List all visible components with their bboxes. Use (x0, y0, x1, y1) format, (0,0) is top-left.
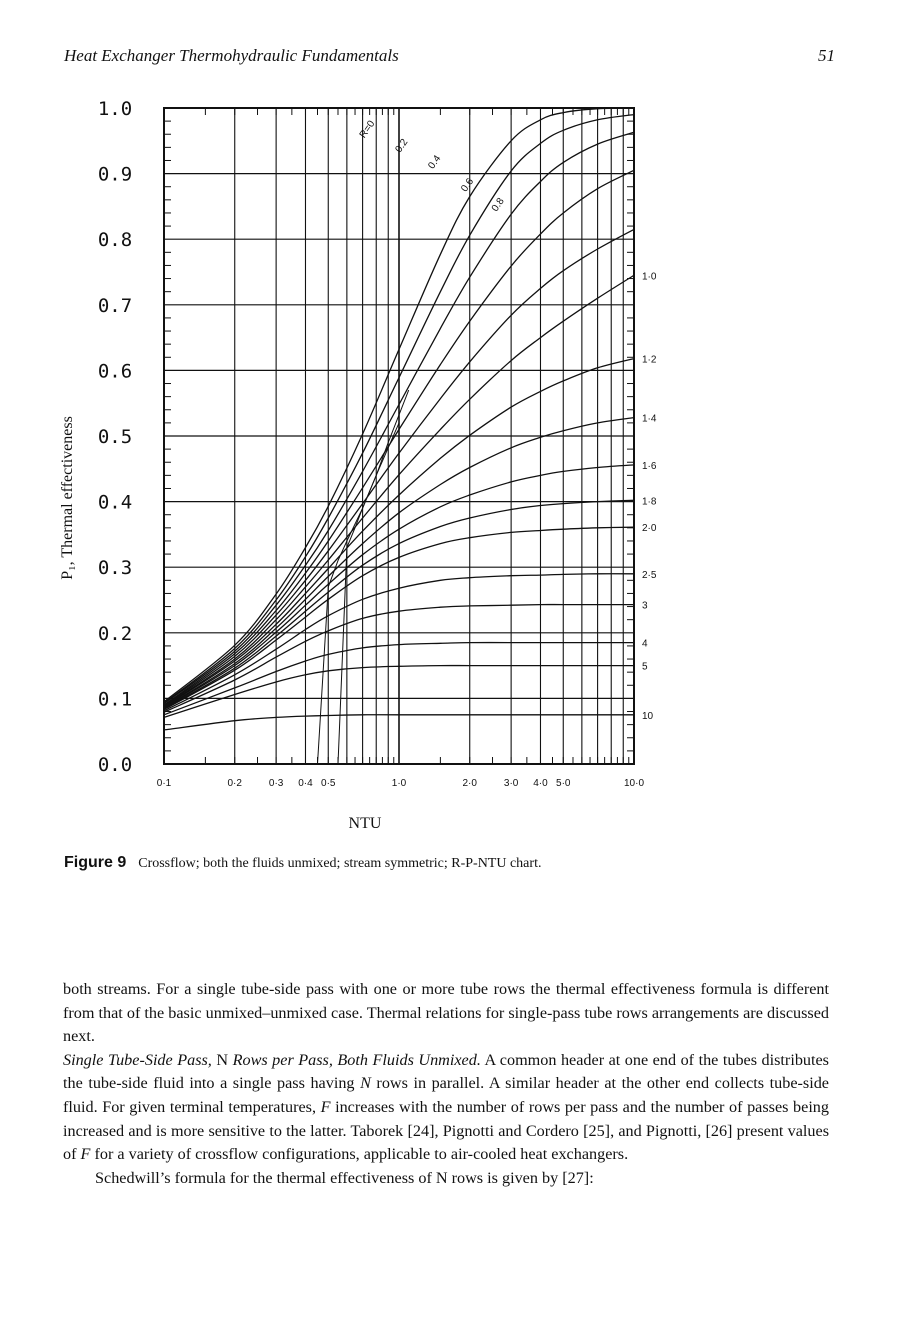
series-label: R=0 (357, 118, 378, 141)
series-label: 2·0 (642, 523, 657, 535)
series-label: 1·8 (642, 496, 657, 508)
series-label: 0.4 (426, 153, 444, 172)
x-tick-label: 1·0 (391, 778, 407, 789)
paragraph-1 (63, 978, 829, 1049)
series-label: 10 (642, 710, 654, 722)
paragraph-3 (63, 1167, 829, 1191)
y-tick-label: 0.6 (97, 360, 133, 383)
figure-label: Figure 9 (64, 854, 127, 871)
series-label: 1·4 (642, 413, 657, 425)
y-tick-label: 0.4 (97, 491, 133, 514)
y-tick-label: 0.7 (97, 294, 133, 317)
symbol-f: F (320, 1097, 331, 1116)
y-tick-label: 0.3 (97, 557, 133, 580)
series-label: 1·2 (642, 354, 657, 366)
paragraph-3-text: Schedwill’s formula for the thermal effectiveness of N rows is given by [27]: (95, 1168, 594, 1187)
y-tick-label: 1.0 (97, 98, 133, 120)
running-head-title: Heat Exchanger Thermohydraulic Fundamentals (64, 46, 399, 65)
symbol-f: F (80, 1145, 91, 1164)
x-tick-label: 3·0 (503, 778, 519, 789)
figure-caption (64, 853, 847, 874)
paragraph-2-text-2: rows in parallel. A similar header at the other end collects tube-side fluid. For given terminal temperatures, (63, 1074, 829, 1116)
page-number: 51 (818, 46, 835, 65)
x-tick-label: 0·4 (298, 778, 313, 789)
x-axis-title: NTU (348, 815, 382, 832)
paragraph-2-text-3: increases with the number of rows per pass and the number of passes being increased and is more sensitive to the latter. Taborek [24], Pignotti and Cordero [25], and Pignotti, [26] present values of (63, 1097, 829, 1164)
series-label: 2·5 (642, 569, 657, 581)
y-tick-label: 0.0 (97, 754, 133, 776)
ntu-line (318, 423, 400, 764)
series-label: 3 (642, 600, 648, 612)
x-tick-label: 4·0 (533, 778, 548, 789)
x-tick-label: 0·3 (268, 778, 284, 789)
series-label: 1·0 (642, 271, 657, 283)
x-tick-label: 5·0 (556, 778, 571, 789)
series-label: 1·6 (642, 460, 657, 472)
run-in-n: N (216, 1050, 229, 1069)
x-tick-label: 0·5 (321, 778, 336, 789)
x-tick-label: 2·0 (462, 778, 477, 789)
paragraph-2 (63, 1049, 829, 1167)
body-text (63, 978, 829, 1190)
y-tick-label: 0.1 (97, 688, 133, 711)
y-axis-title: P₁, Thermal effectiveness (59, 416, 76, 580)
paragraph-2-text-1: A common header at one end of the tubes distributes the tube-side fluid into a single pass having (63, 1050, 829, 1093)
paragraph-1-text: both streams. For a single tube-side pass with one or more tube rows the thermal effectiveness formula is different from that of the basic unmixed–unmixed case. Thermal relations for single-pass tube rows arrangements are discussed next. (63, 980, 829, 1046)
x-tick-label: 10·0 (623, 778, 645, 789)
x-tick-label: 0·1 (156, 778, 172, 789)
y-tick-label: 0.9 (97, 163, 133, 186)
y-tick-label: 0.5 (97, 426, 133, 448)
run-in-heading (63, 1051, 481, 1069)
series-label: 5 (642, 661, 648, 673)
series-label: 0.2 (393, 137, 411, 155)
paragraph-2-text-4: for a variety of crossflow configurations, applicable to air-cooled heat exchangers. (90, 1145, 629, 1164)
series-label: 0.6 (459, 176, 477, 195)
symbol-n: N (360, 1074, 371, 1093)
series-label: 0.8 (489, 196, 507, 214)
y-tick-label: 0.2 (97, 622, 133, 645)
y-tick-label: 0.8 (97, 229, 133, 252)
figure-caption-text: Crossflow; both the fluids unmixed; stream symmetric; R-P-NTU chart. (138, 856, 542, 871)
run-in-part-a: Single Tube-Side Pass, (63, 1050, 217, 1069)
x-tick-label: 0·2 (227, 778, 242, 789)
series-label: 4 (642, 638, 648, 650)
ntu-line (338, 390, 409, 764)
run-in-part-b: Rows per Pass, Both Fluids Unmixed. (228, 1050, 481, 1069)
